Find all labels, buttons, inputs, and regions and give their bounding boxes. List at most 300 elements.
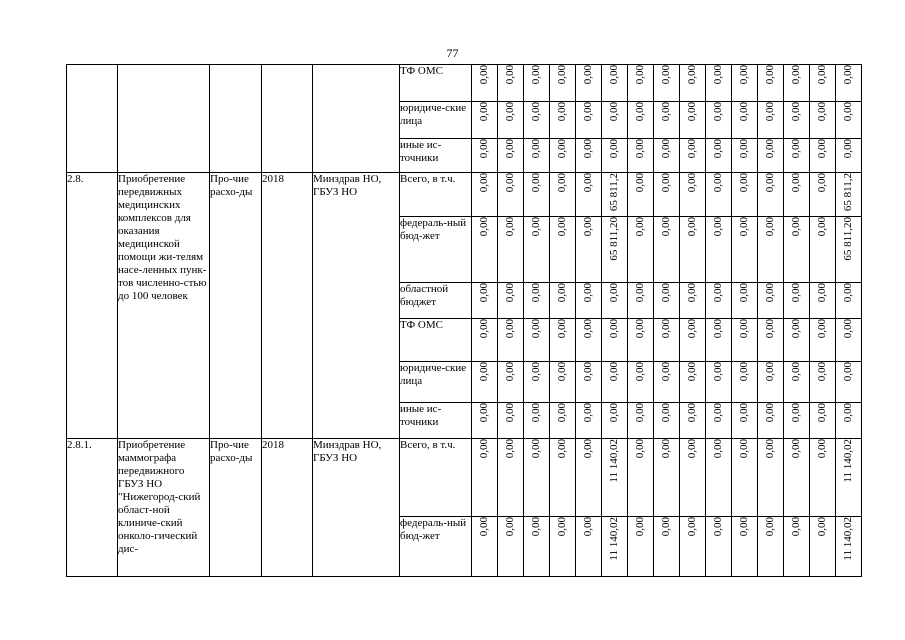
value-cell [810, 173, 836, 217]
funding-source: федераль-ный бюд-жет [400, 217, 472, 283]
value-cell [472, 403, 498, 439]
value-text: 0,00 [530, 139, 542, 159]
value-text: 0,00 [738, 173, 750, 193]
value-cell [680, 403, 706, 439]
value-text: 0,00 [712, 283, 724, 303]
value-text: 0,00 [816, 173, 828, 193]
value-text: 0,00 [478, 65, 490, 85]
value-text: 0,00 [504, 173, 516, 193]
table-row [67, 439, 862, 517]
value-text: 0,00 [764, 173, 776, 193]
value-cell [836, 403, 862, 439]
value-text: 0,00 [660, 319, 672, 339]
value-text: 0,00 [478, 217, 490, 237]
value-cell [810, 139, 836, 173]
value-cell [628, 283, 654, 319]
value-cell [836, 65, 862, 102]
value-cell [576, 173, 602, 217]
value-text: 0,00 [504, 439, 516, 459]
value-text: 0,00 [634, 217, 646, 237]
value-cell [602, 439, 628, 517]
value-cell [654, 439, 680, 517]
value-cell [628, 173, 654, 217]
value-text: 0,00 [582, 319, 594, 339]
value-text: 0,00 [660, 217, 672, 237]
value-cell [810, 283, 836, 319]
value-cell [550, 403, 576, 439]
value-cell [602, 102, 628, 139]
value-cell [784, 362, 810, 403]
table-row [67, 65, 862, 102]
value-cell [810, 403, 836, 439]
value-text: 0,00 [738, 319, 750, 339]
value-text: 0,00 [816, 283, 828, 303]
value-text: 0,00 [478, 173, 490, 193]
funding-source: областной бюджет [400, 283, 472, 319]
value-cell [550, 439, 576, 517]
value-text: 0,00 [764, 403, 776, 423]
value-text: 0,00 [712, 319, 724, 339]
value-cell [576, 217, 602, 283]
value-cell [550, 173, 576, 217]
value-text: 0,00 [504, 217, 516, 237]
value-text: 0,00 [556, 439, 568, 459]
value-text: 0,00 [712, 139, 724, 159]
value-text: 0,00 [790, 439, 802, 459]
value-cell [498, 139, 524, 173]
value-text: 0,00 [686, 439, 698, 459]
value-cell [472, 517, 498, 577]
item-executor: Минздрав НО, ГБУЗ НО [313, 173, 400, 439]
value-cell [758, 362, 784, 403]
value-cell [524, 439, 550, 517]
value-cell [836, 517, 862, 577]
value-text: 0,00 [556, 319, 568, 339]
value-text: 0,00 [686, 283, 698, 303]
value-cell [524, 362, 550, 403]
value-cell [576, 439, 602, 517]
value-cell [550, 362, 576, 403]
value-cell [732, 517, 758, 577]
value-text: 0,00 [582, 139, 594, 159]
value-text: 65 811,20 [842, 217, 854, 261]
value-text: 0,00 [738, 139, 750, 159]
value-cell [654, 102, 680, 139]
value-text: 0,00 [504, 65, 516, 85]
value-cell [758, 439, 784, 517]
value-cell [784, 217, 810, 283]
value-cell [758, 65, 784, 102]
value-cell [680, 173, 706, 217]
value-cell [758, 139, 784, 173]
value-text: 0,00 [530, 362, 542, 382]
value-cell [680, 65, 706, 102]
value-text: 0,00 [608, 403, 620, 423]
value-cell [524, 65, 550, 102]
value-cell [706, 65, 732, 102]
item-name: Приобретение маммографа передвижного ГБУЗ НО "Нижегород-ский област-ной клиниче-ский онколо-гический дис- [118, 439, 210, 577]
value-text: 0,00 [556, 403, 568, 423]
value-text: 0,00 [504, 403, 516, 423]
value-cell [628, 517, 654, 577]
value-text: 0,00 [816, 102, 828, 122]
value-text: 0,00 [842, 102, 854, 122]
value-text: 0,00 [816, 139, 828, 159]
value-cell [732, 102, 758, 139]
value-text: 0,00 [530, 403, 542, 423]
value-text: 0,00 [738, 283, 750, 303]
value-cell [836, 439, 862, 517]
empty-cell [313, 65, 400, 173]
value-cell [550, 283, 576, 319]
value-cell [732, 65, 758, 102]
value-cell [810, 102, 836, 139]
value-cell [654, 517, 680, 577]
value-cell [472, 217, 498, 283]
value-text: 0,00 [738, 217, 750, 237]
value-text: 0,00 [478, 362, 490, 382]
table-body [67, 65, 862, 577]
value-text: 0,00 [790, 217, 802, 237]
table-row [67, 173, 862, 217]
empty-cell [210, 65, 262, 173]
value-text: 0,00 [790, 102, 802, 122]
value-cell [576, 517, 602, 577]
value-text: 0,00 [556, 283, 568, 303]
value-text: 0,00 [738, 65, 750, 85]
value-cell [498, 439, 524, 517]
value-cell [472, 65, 498, 102]
value-text: 0,00 [790, 403, 802, 423]
value-cell [576, 283, 602, 319]
value-cell [654, 65, 680, 102]
value-text: 65 811,20 [608, 217, 620, 261]
value-text: 0,00 [660, 439, 672, 459]
value-cell [498, 217, 524, 283]
expense-type: Про-чие расхо-ды [210, 173, 262, 439]
funding-source: иные ис-точники [400, 403, 472, 439]
value-cell [654, 283, 680, 319]
value-text: 0,00 [764, 102, 776, 122]
value-cell [654, 173, 680, 217]
value-text: 0,00 [608, 139, 620, 159]
value-cell [498, 362, 524, 403]
value-cell [550, 319, 576, 362]
value-text: 0,00 [582, 517, 594, 537]
value-cell [576, 362, 602, 403]
value-cell [836, 362, 862, 403]
value-text: 0,00 [842, 283, 854, 303]
value-cell [602, 319, 628, 362]
value-text: 0,00 [634, 403, 646, 423]
value-text: 0,00 [634, 517, 646, 537]
funding-source: федераль-ный бюд-жет [400, 517, 472, 577]
value-cell [758, 517, 784, 577]
value-text: 0,00 [712, 173, 724, 193]
value-cell [706, 283, 732, 319]
value-text: 0,00 [582, 65, 594, 85]
value-text: 0,00 [790, 173, 802, 193]
value-text: 0,00 [530, 517, 542, 537]
value-cell [680, 439, 706, 517]
value-cell [732, 403, 758, 439]
value-cell [836, 283, 862, 319]
value-text: 0,00 [686, 362, 698, 382]
value-cell [498, 65, 524, 102]
value-text: 0,00 [764, 65, 776, 85]
value-text: 0,00 [556, 362, 568, 382]
value-cell [706, 102, 732, 139]
value-text: 0,00 [530, 319, 542, 339]
value-text: 0,00 [816, 517, 828, 537]
value-cell [758, 283, 784, 319]
value-text: 0,00 [504, 283, 516, 303]
value-text: 0,00 [608, 283, 620, 303]
value-text: 0,00 [504, 139, 516, 159]
item-name: Приобретение передвижных медицинских комплексов для оказания медицинской помощи жи-телям насе-ленных пунк-тов численно-стью до 100 человек [118, 173, 210, 439]
value-cell [680, 139, 706, 173]
value-cell [810, 65, 836, 102]
value-text: 0,00 [816, 217, 828, 237]
value-text: 0,00 [530, 173, 542, 193]
value-cell [524, 283, 550, 319]
value-cell [472, 439, 498, 517]
value-text: 0,00 [790, 517, 802, 537]
value-text: 0,00 [764, 139, 776, 159]
value-cell [576, 102, 602, 139]
value-cell [524, 217, 550, 283]
value-cell [758, 403, 784, 439]
value-text: 0,00 [790, 283, 802, 303]
value-text: 65 811,2 [608, 173, 620, 212]
value-cell [472, 283, 498, 319]
value-text: 0,00 [608, 362, 620, 382]
value-cell [784, 65, 810, 102]
value-cell [784, 283, 810, 319]
value-cell [758, 319, 784, 362]
value-text: 0,00 [764, 319, 776, 339]
value-cell [706, 517, 732, 577]
value-cell [680, 319, 706, 362]
value-text: 0,00 [478, 139, 490, 159]
value-cell [628, 362, 654, 403]
value-text: 0,00 [634, 102, 646, 122]
empty-cell [262, 65, 313, 173]
value-cell [732, 173, 758, 217]
value-cell [524, 102, 550, 139]
empty-cell [118, 65, 210, 173]
value-cell [784, 403, 810, 439]
value-cell [784, 102, 810, 139]
value-cell [576, 319, 602, 362]
value-cell [680, 283, 706, 319]
value-text: 0,00 [790, 139, 802, 159]
value-text: 0,00 [504, 517, 516, 537]
value-text: 0,00 [556, 517, 568, 537]
empty-cell [67, 65, 118, 173]
item-code: 2.8.1. [67, 439, 118, 577]
value-text: 0,00 [764, 517, 776, 537]
value-cell [680, 362, 706, 403]
value-text: 0,00 [504, 319, 516, 339]
value-text: 0,00 [608, 65, 620, 85]
value-text: 0,00 [530, 217, 542, 237]
value-cell [784, 173, 810, 217]
value-text: 0,00 [608, 102, 620, 122]
value-cell [524, 173, 550, 217]
value-text: 0,00 [842, 362, 854, 382]
item-executor: Минздрав НО, ГБУЗ НО [313, 439, 400, 577]
value-cell [654, 403, 680, 439]
value-cell [524, 319, 550, 362]
value-text: 65 811,2 [842, 173, 854, 212]
value-text: 0,00 [556, 173, 568, 193]
value-text: 0,00 [660, 139, 672, 159]
value-cell [524, 517, 550, 577]
value-cell [810, 217, 836, 283]
value-text: 0,00 [790, 319, 802, 339]
value-text: 0,00 [556, 217, 568, 237]
value-text: 0,00 [686, 139, 698, 159]
value-text: 0,00 [764, 217, 776, 237]
value-cell [602, 65, 628, 102]
value-text: 0,00 [478, 283, 490, 303]
value-cell [602, 217, 628, 283]
value-text: 0,00 [582, 173, 594, 193]
value-cell [550, 102, 576, 139]
item-year: 2018 [262, 173, 313, 439]
value-cell [732, 283, 758, 319]
value-cell [498, 517, 524, 577]
value-cell [602, 362, 628, 403]
value-text: 0,00 [582, 403, 594, 423]
value-text: 11 140,02 [842, 439, 854, 483]
value-text: 0,00 [712, 217, 724, 237]
value-cell [472, 173, 498, 217]
value-text: 0,00 [816, 65, 828, 85]
page-number: 77 [446, 46, 459, 60]
value-cell [498, 102, 524, 139]
value-text: 0,00 [738, 403, 750, 423]
value-cell [784, 139, 810, 173]
value-text: 0,00 [686, 217, 698, 237]
value-cell [472, 319, 498, 362]
value-cell [498, 283, 524, 319]
value-text: 0,00 [608, 319, 620, 339]
value-cell [758, 217, 784, 283]
value-cell [784, 319, 810, 362]
value-text: 0,00 [738, 102, 750, 122]
value-cell [732, 319, 758, 362]
value-text: 0,00 [634, 362, 646, 382]
value-cell [524, 403, 550, 439]
value-text: 0,00 [582, 439, 594, 459]
value-text: 0,00 [660, 517, 672, 537]
value-cell [472, 362, 498, 403]
value-text: 0,00 [634, 173, 646, 193]
value-text: 0,00 [816, 319, 828, 339]
value-text: 0,00 [686, 517, 698, 537]
value-text: 0,00 [582, 283, 594, 303]
value-text: 0,00 [738, 362, 750, 382]
value-text: 0,00 [686, 403, 698, 423]
value-cell [706, 439, 732, 517]
value-text: 0,00 [634, 439, 646, 459]
value-text: 0,00 [686, 102, 698, 122]
value-text: 0,00 [660, 362, 672, 382]
value-cell [784, 439, 810, 517]
value-text: 0,00 [478, 517, 490, 537]
funding-source: ТФ ОМС [400, 319, 472, 362]
value-cell [602, 173, 628, 217]
value-text: 0,00 [582, 362, 594, 382]
value-text: 0,00 [738, 439, 750, 459]
value-text: 0,00 [478, 439, 490, 459]
value-cell [498, 403, 524, 439]
value-text: 0,00 [712, 102, 724, 122]
value-text: 0,00 [712, 517, 724, 537]
value-cell [602, 283, 628, 319]
value-cell [732, 362, 758, 403]
value-cell [706, 403, 732, 439]
value-cell [810, 362, 836, 403]
value-text: 0,00 [530, 283, 542, 303]
value-text: 0,00 [712, 439, 724, 459]
value-text: 0,00 [712, 403, 724, 423]
funding-source: Всего, в т.ч. [400, 173, 472, 217]
value-text: 0,00 [842, 65, 854, 85]
value-cell [472, 102, 498, 139]
value-cell [706, 217, 732, 283]
value-text: 0,00 [478, 102, 490, 122]
value-cell [576, 403, 602, 439]
value-text: 0,00 [634, 139, 646, 159]
funding-source: иные ис-точники [400, 139, 472, 173]
value-cell [810, 319, 836, 362]
value-cell [628, 439, 654, 517]
value-cell [758, 173, 784, 217]
value-cell [654, 362, 680, 403]
value-text: 0,00 [556, 65, 568, 85]
value-text: 0,00 [556, 139, 568, 159]
value-cell [836, 139, 862, 173]
value-cell [784, 517, 810, 577]
value-text: 11 140,02 [608, 517, 620, 561]
value-cell [550, 217, 576, 283]
value-text: 0,00 [764, 283, 776, 303]
value-cell [524, 139, 550, 173]
value-text: 0,00 [686, 65, 698, 85]
value-text: 11 140,02 [842, 517, 854, 561]
value-text: 0,00 [790, 65, 802, 85]
value-cell [706, 173, 732, 217]
value-cell [680, 217, 706, 283]
value-cell [654, 319, 680, 362]
value-cell [706, 319, 732, 362]
value-text: 0,00 [478, 319, 490, 339]
value-text: 0,00 [686, 319, 698, 339]
value-cell [498, 173, 524, 217]
value-cell [628, 319, 654, 362]
value-text: 0,00 [764, 439, 776, 459]
funding-source: юридиче-ские лица [400, 362, 472, 403]
value-text: 0,00 [556, 102, 568, 122]
item-year: 2018 [262, 439, 313, 577]
value-text: 0,00 [842, 319, 854, 339]
value-cell [602, 403, 628, 439]
funding-source: Всего, в т.ч. [400, 439, 472, 517]
value-cell [628, 139, 654, 173]
